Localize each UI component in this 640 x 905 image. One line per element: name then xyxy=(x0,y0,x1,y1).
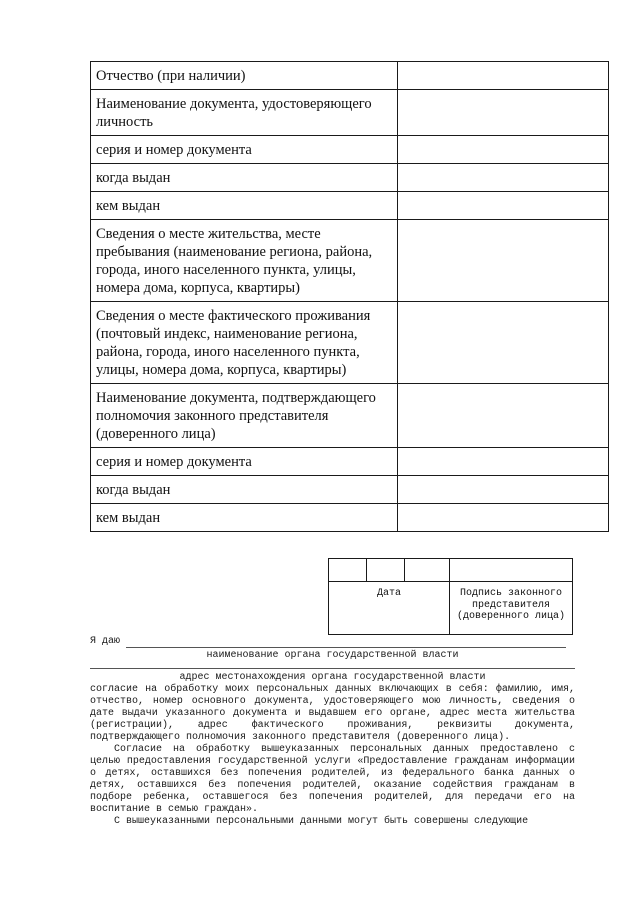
form-row-value-field[interactable] xyxy=(398,504,609,532)
form-row xyxy=(91,164,609,192)
form-row-label: кем выдан xyxy=(91,504,398,532)
form-row-value-field[interactable] xyxy=(398,302,609,384)
date-month-cell[interactable] xyxy=(367,559,405,582)
consent-text xyxy=(90,684,575,828)
date-signature-entry-row xyxy=(329,559,573,582)
form-row xyxy=(91,448,609,476)
signature-cell[interactable] xyxy=(450,559,573,582)
form-row xyxy=(91,62,609,90)
form-row-value-field[interactable] xyxy=(398,220,609,302)
organ-address-blank[interactable] xyxy=(90,668,575,669)
form-row-label: кем выдан xyxy=(91,192,398,220)
form-row xyxy=(91,136,609,164)
applicant-data-table-body xyxy=(91,62,609,532)
consent-paragraph-3: С вышеуказанными персональными данными могут быть совершены следующие xyxy=(114,816,529,827)
form-row-label: когда выдан xyxy=(91,476,398,504)
form-row-label: Сведения о месте жительства, месте пребывания (наименование региона, района, города, иного населенного пункта, улицы, номера дома, корпуса, квартиры) xyxy=(91,220,398,302)
consent-giver-line xyxy=(90,636,575,648)
date-signature-caption-row xyxy=(329,582,573,635)
form-row xyxy=(91,504,609,532)
form-row-value-field[interactable] xyxy=(398,384,609,448)
ya-dayu-text: Я даю xyxy=(90,636,121,647)
form-row-value-field[interactable] xyxy=(398,90,609,136)
form-row-label: Сведения о месте фактического проживания (почтовый индекс, наименование региона, района, города, иного населенного пункта, улицы, номера дома, корпуса, квартиры) xyxy=(91,302,398,384)
date-day-cell[interactable] xyxy=(329,559,367,582)
organ-name-blank[interactable] xyxy=(126,637,566,648)
applicant-data-table xyxy=(90,61,609,532)
form-row-value-field[interactable] xyxy=(398,136,609,164)
form-row xyxy=(91,302,609,384)
form-row-label: серия и номер документа xyxy=(91,448,398,476)
form-row-label: серия и номер документа xyxy=(91,136,398,164)
organ-address-caption: адрес местонахождения органа государственной власти xyxy=(179,672,486,683)
consent-paragraph-2: Согласие на обработку вышеуказанных персональных данных предоставлено с целью предоставления государственной услуги «Предоставление гражданам информации о детях, оставшихся без попечения родителей, из федерального банка данных о детях, оставшихся без попечения родителей, оказание содействия гражданам в подборе ребенка, оставшегося без попечения родителей, для передачи его на воспитание в семью граждан». xyxy=(90,744,575,815)
form-row-label: когда выдан xyxy=(91,164,398,192)
form-row-value-field[interactable] xyxy=(398,192,609,220)
date-label: Дата xyxy=(329,582,450,635)
date-signature-table xyxy=(328,558,573,635)
form-row-value-field[interactable] xyxy=(398,164,609,192)
form-row xyxy=(91,220,609,302)
form-row-value-field[interactable] xyxy=(398,448,609,476)
form-row xyxy=(91,192,609,220)
consent-paragraph-1: согласие на обработку моих персональных данных включающих в себя: фамилию, имя, отчество, номер основного документа, удостоверяющего мою личность, сведения о дате выдачи указанного документа и выдавшем его органе, адрес места жительства (регистрации), адрес фактического проживания, реквизиты документа, подтверждающего полномочия законного представителя (доверенного лица). xyxy=(90,684,575,743)
organ-name-caption: наименование органа государственной власти xyxy=(206,650,459,661)
form-row-value-field[interactable] xyxy=(398,62,609,90)
form-row-label: Наименование документа, удостоверяющего личность xyxy=(91,90,398,136)
form-row-label: Наименование документа, подтверждающего полномочия законного представителя (доверенного лица) xyxy=(91,384,398,448)
form-row-value-field[interactable] xyxy=(398,476,609,504)
form-row xyxy=(91,384,609,448)
form-row xyxy=(91,476,609,504)
date-year-cell[interactable] xyxy=(405,559,450,582)
form-row-label: Отчество (при наличии) xyxy=(91,62,398,90)
signature-label: Подпись законного представителя (доверенного лица) xyxy=(450,582,573,635)
form-row xyxy=(91,90,609,136)
